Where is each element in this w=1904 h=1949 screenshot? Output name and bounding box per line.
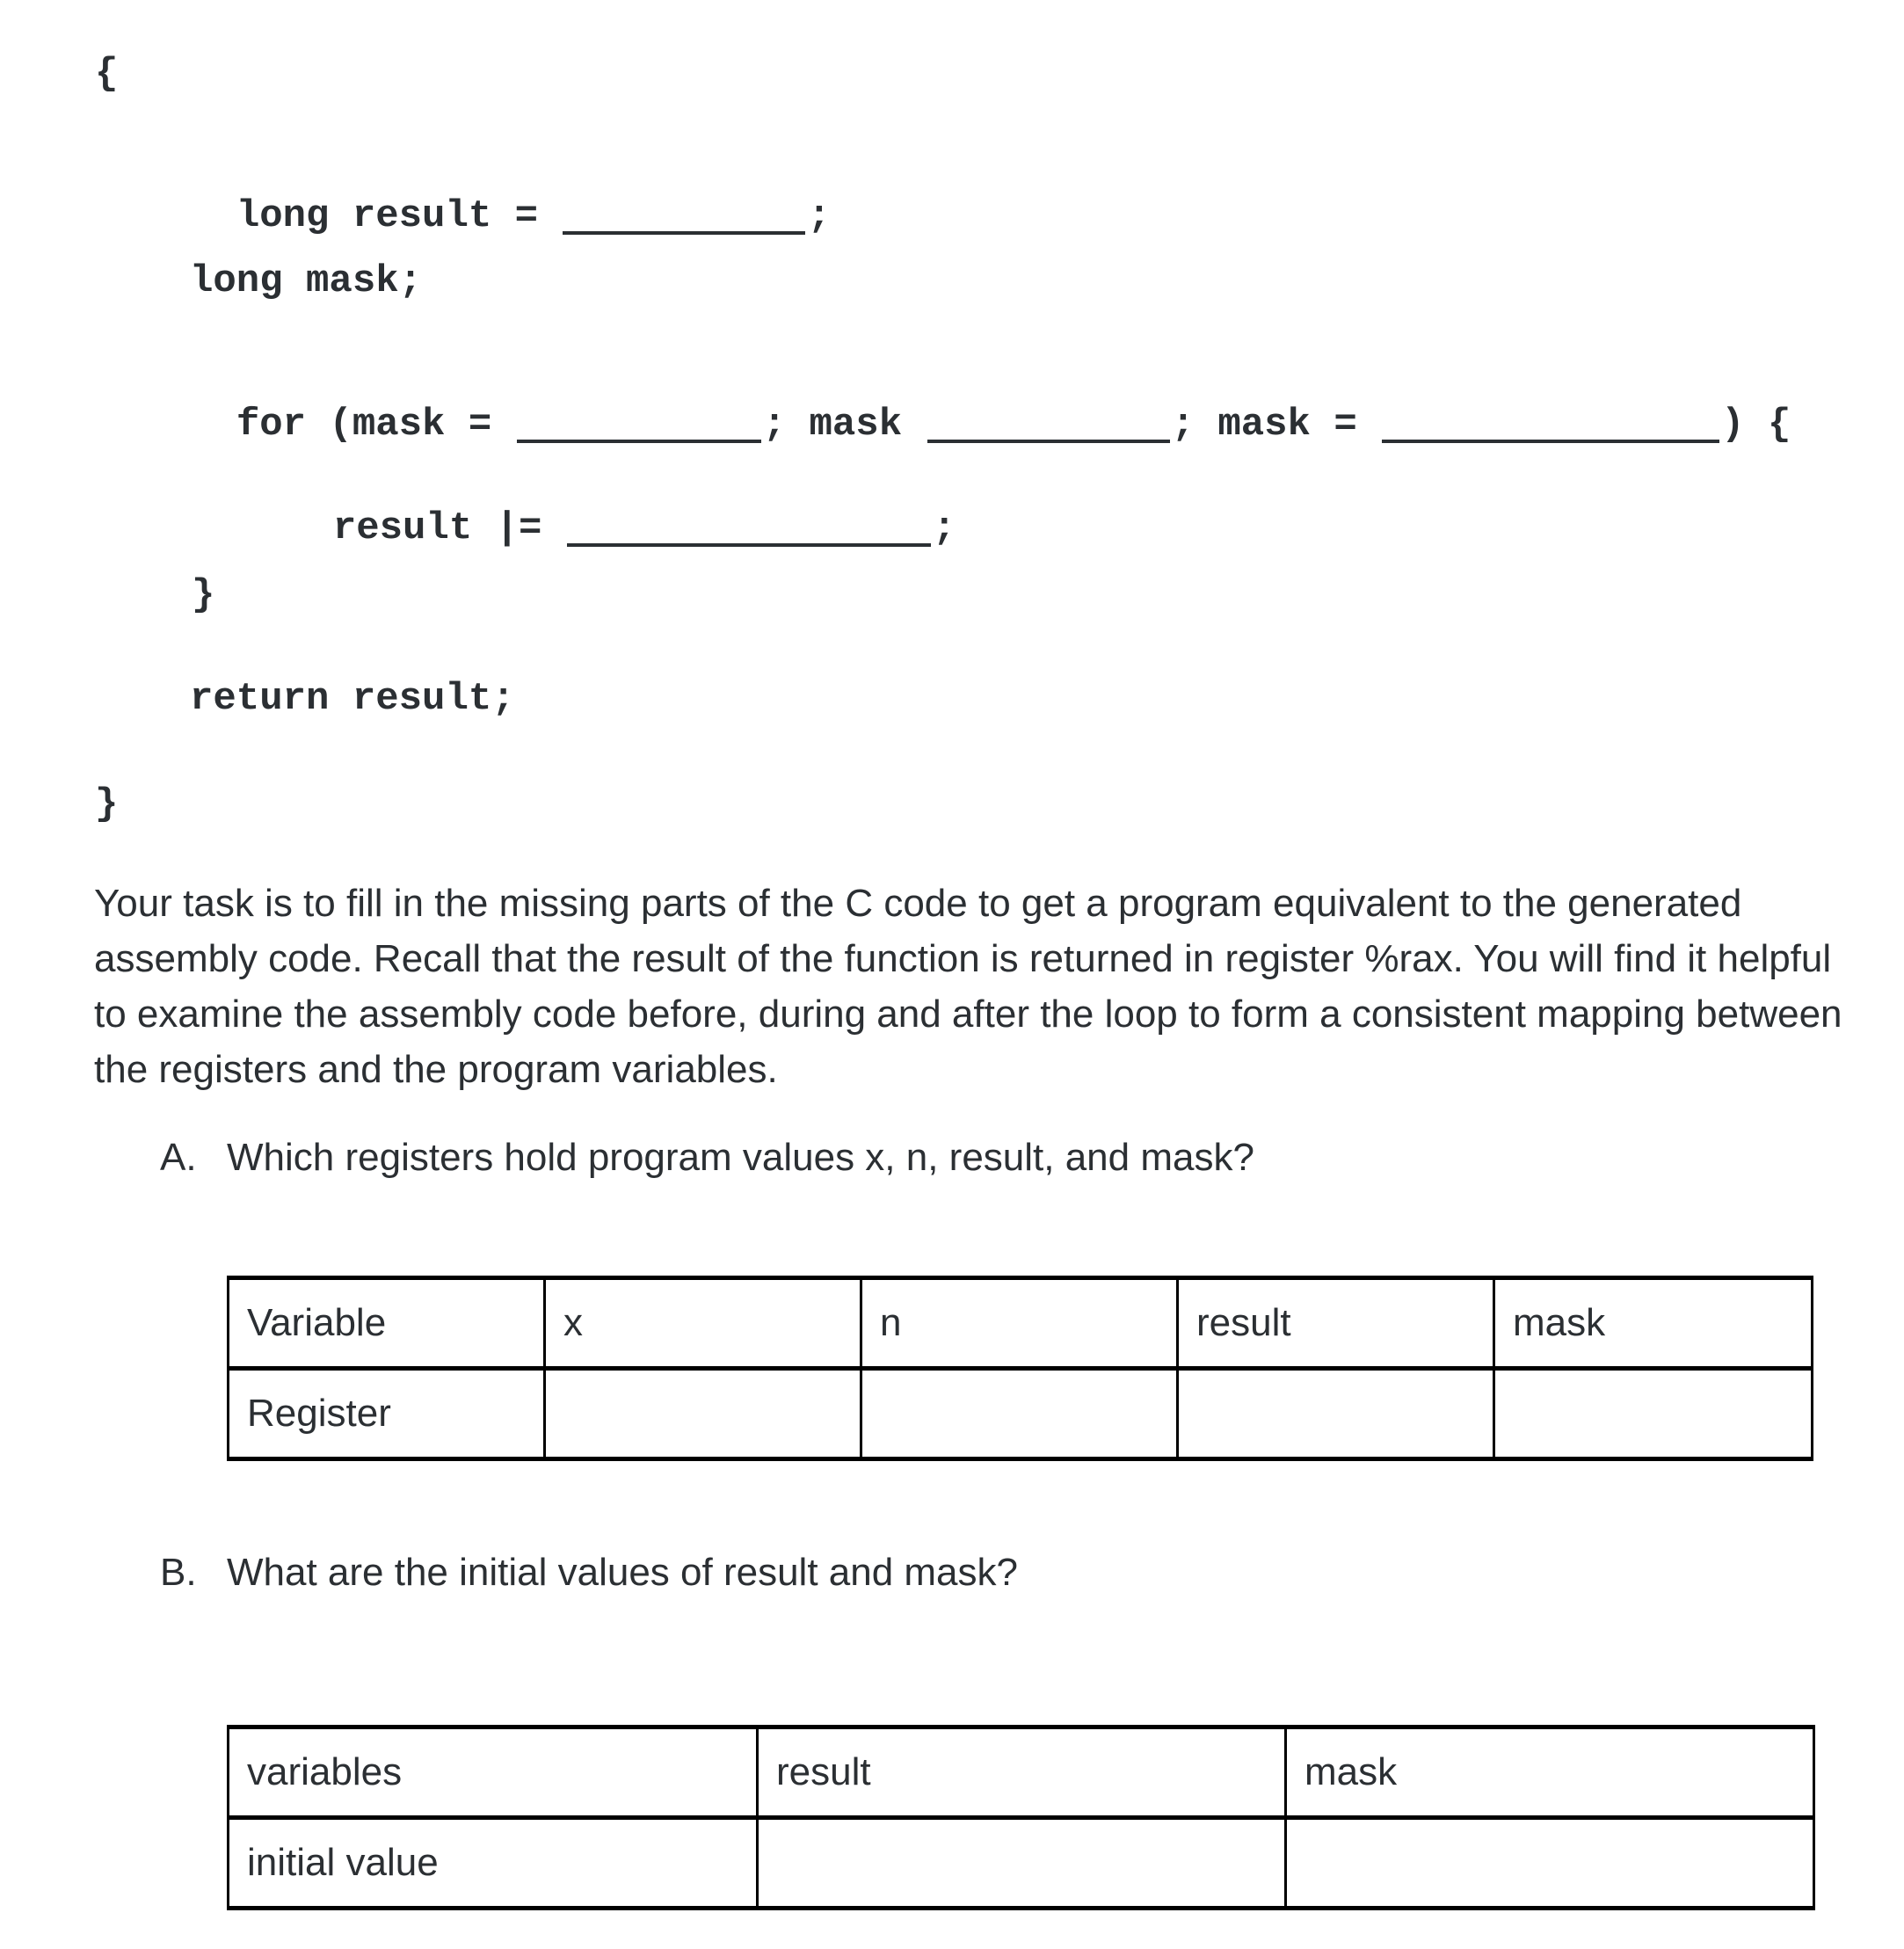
register-table (227, 1276, 1813, 1461)
code-text: ; (932, 506, 956, 550)
initial-values-row (229, 1818, 1814, 1909)
code-text: ; (807, 194, 831, 238)
blank-loop-condition[interactable] (927, 440, 1170, 443)
blank-mask-update[interactable] (1382, 440, 1719, 443)
code-text: ; mask (762, 403, 926, 447)
header-cell: result (758, 1727, 1286, 1818)
register-table-row (229, 1369, 1813, 1459)
question-a-letter: A. (160, 1136, 197, 1179)
instructions-paragraph: Your task is to fill in the missing parts of the C code to get a program equivalent to the generated assembly code. Recall that the result of the function is returned in register %rax. You will find it helpful to examine the assembly code before, during and after the loop to form a consistent mapping between the registers and the program variables. (94, 882, 1842, 1091)
blank-mask-init[interactable] (517, 440, 761, 443)
register-result-cell[interactable] (1178, 1369, 1494, 1459)
row-label-cell: initial value (229, 1818, 758, 1909)
register-x-cell[interactable] (545, 1369, 861, 1459)
header-cell: mask (1286, 1727, 1814, 1818)
initial-result-cell[interactable] (758, 1818, 1286, 1909)
initial-values-header-row (229, 1727, 1814, 1818)
code-text: result |= (332, 506, 565, 550)
code-line-for (190, 367, 1791, 447)
blank-result-update[interactable] (567, 543, 931, 547)
blank-result-init[interactable] (563, 231, 805, 235)
header-cell: mask (1494, 1278, 1813, 1369)
header-cell: result (1178, 1278, 1494, 1369)
register-table-header-row (229, 1278, 1813, 1369)
code-open-brace: { (95, 52, 119, 96)
header-cell: x (545, 1278, 861, 1369)
register-mask-cell[interactable] (1494, 1369, 1813, 1459)
header-cell: n (861, 1278, 1178, 1369)
header-cell: variables (229, 1727, 758, 1818)
question-b-letter: B. (160, 1551, 197, 1594)
code-text: ; mask = (1171, 403, 1381, 447)
code-text: long result = (236, 194, 562, 238)
code-close-brace: } (95, 782, 119, 826)
register-n-cell[interactable] (861, 1369, 1178, 1459)
code-line-loop-body (287, 470, 956, 548)
code-loop-close-brace: } (192, 573, 215, 617)
code-text: for (mask = (236, 403, 515, 447)
initial-values-table (227, 1725, 1815, 1910)
header-cell: Variable (229, 1278, 545, 1369)
code-text: ) { (1721, 403, 1791, 447)
code-return-line: return result; (190, 677, 515, 721)
question-a-text: Which registers hold program values x, n, result, and mask? (227, 1136, 1254, 1179)
row-label-cell: Register (229, 1369, 545, 1459)
code-line-result-decl (190, 158, 831, 236)
question-b-text: What are the initial values of result and mask? (227, 1551, 1019, 1594)
initial-mask-cell[interactable] (1286, 1818, 1814, 1909)
code-line-mask-decl: long mask; (190, 259, 423, 303)
